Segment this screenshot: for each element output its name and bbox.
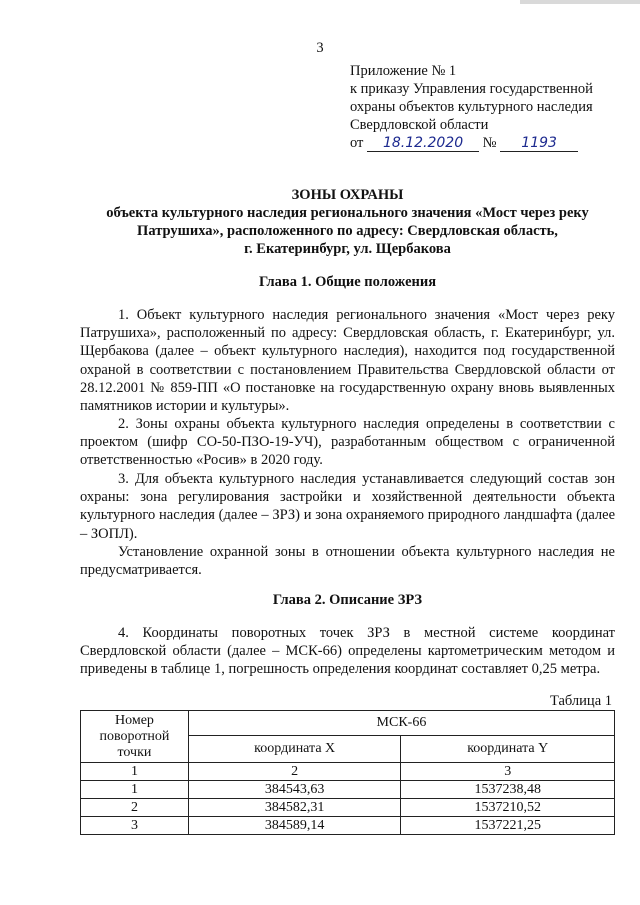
header-coordinate-y: координата Y: [401, 736, 615, 763]
table-cell: 1: [81, 781, 189, 799]
appendix-line-1: Приложение № 1: [350, 63, 457, 79]
paragraph-3: 3. Для объекта культурного наследия устанавливается следующий состав зон охраны: зона регулирования застройки и хозяйственной деятельности объекта культурного наследия (далее – ЗРЗ) и зона охраняемого природного ландшафта (далее – ЗОПЛ).: [80, 471, 615, 542]
document-title: [80, 186, 615, 258]
appendix-line-2: к приказу Управления государственной: [350, 81, 593, 97]
header-point-number: Номер поворотной точки: [81, 711, 189, 763]
scan-edge-mark: [520, 0, 640, 4]
title-line-3: Патрушиха», расположенного по адресу: Свердловская область,: [137, 223, 558, 239]
from-label: от: [350, 135, 364, 151]
table-cell: 1537210,52: [401, 799, 615, 817]
table-cell: 1537221,25: [401, 817, 615, 835]
table-header-row: [81, 711, 615, 736]
paragraph-4: Установление охранной зоны в отношении объекта культурного наследия не предусматривается.: [80, 544, 615, 579]
paragraph-2: 2. Зоны охраны объекта культурного наследия определены в соответствии с проектом (шифр СО-50-ПЗО-19-УЧ), разработанным обществом с ограниченной ответственностью «Росив» в 2020 году.: [80, 416, 615, 469]
chapter-2-heading: Глава 2. Описание ЗРЗ: [272, 592, 423, 608]
paragraph-5: 4. Координаты поворотных точек ЗРЗ в местной системе координат Свердловской области (далее – МСК-66) определены картометрическим методом и приведены в таблице 1, погрешность определения координат составляет 0,25 метра.: [80, 625, 615, 678]
page-number: 3: [316, 40, 324, 56]
table-cell: 384582,31: [188, 799, 401, 817]
title-line-4: г. Екатеринбург, ул. Щербакова: [244, 241, 451, 257]
appendix-line-4: Свердловской области: [350, 117, 489, 133]
order-date: 18.12.2020: [367, 135, 479, 152]
table-cell: 384543,63: [188, 781, 401, 799]
appendix-line-3: охраны объектов культурного наследия: [350, 99, 593, 115]
order-number: 1193: [500, 135, 578, 152]
table-caption: Таблица 1: [549, 693, 612, 709]
chapter-1-heading: Глава 1. Общие положения: [258, 274, 437, 290]
table-row: [81, 817, 615, 835]
header-coordinate-system: МСК-66: [188, 711, 614, 736]
paragraph-1: 1. Объект культурного наследия регионального значения «Мост через реку Патрушиха», расположенный по адресу: Свердловская область, г. Екатеринбург, ул. Щербакова (далее – объект культурного наследия), находится под государственной охраной в соответствии с постановлением Правительства Свердловской области от 28.12.2001 № 859-ПП «О постановке на государственную охрану вновь выявленных памятников истории и культуры».: [80, 307, 615, 415]
table-cell: 1: [81, 763, 189, 781]
table-row: [81, 781, 615, 799]
coordinates-table: [80, 710, 615, 835]
appendix-block: [350, 62, 635, 152]
table-cell: 3: [401, 763, 615, 781]
number-label: №: [482, 135, 497, 151]
table-cell: 3: [81, 817, 189, 835]
table-cell: 384589,14: [188, 817, 401, 835]
title-line-1: ЗОНЫ ОХРАНЫ: [291, 187, 404, 203]
order-date-number-line: [350, 134, 635, 152]
table-cell: 1537238,48: [401, 781, 615, 799]
table-cell: 2: [188, 763, 401, 781]
header-coordinate-x: координата X: [188, 736, 401, 763]
table-cell: 2: [81, 799, 189, 817]
table-index-row: [81, 763, 615, 781]
table-row: [81, 799, 615, 817]
title-line-2: объекта культурного наследия регионального значения «Мост через реку: [106, 205, 589, 221]
